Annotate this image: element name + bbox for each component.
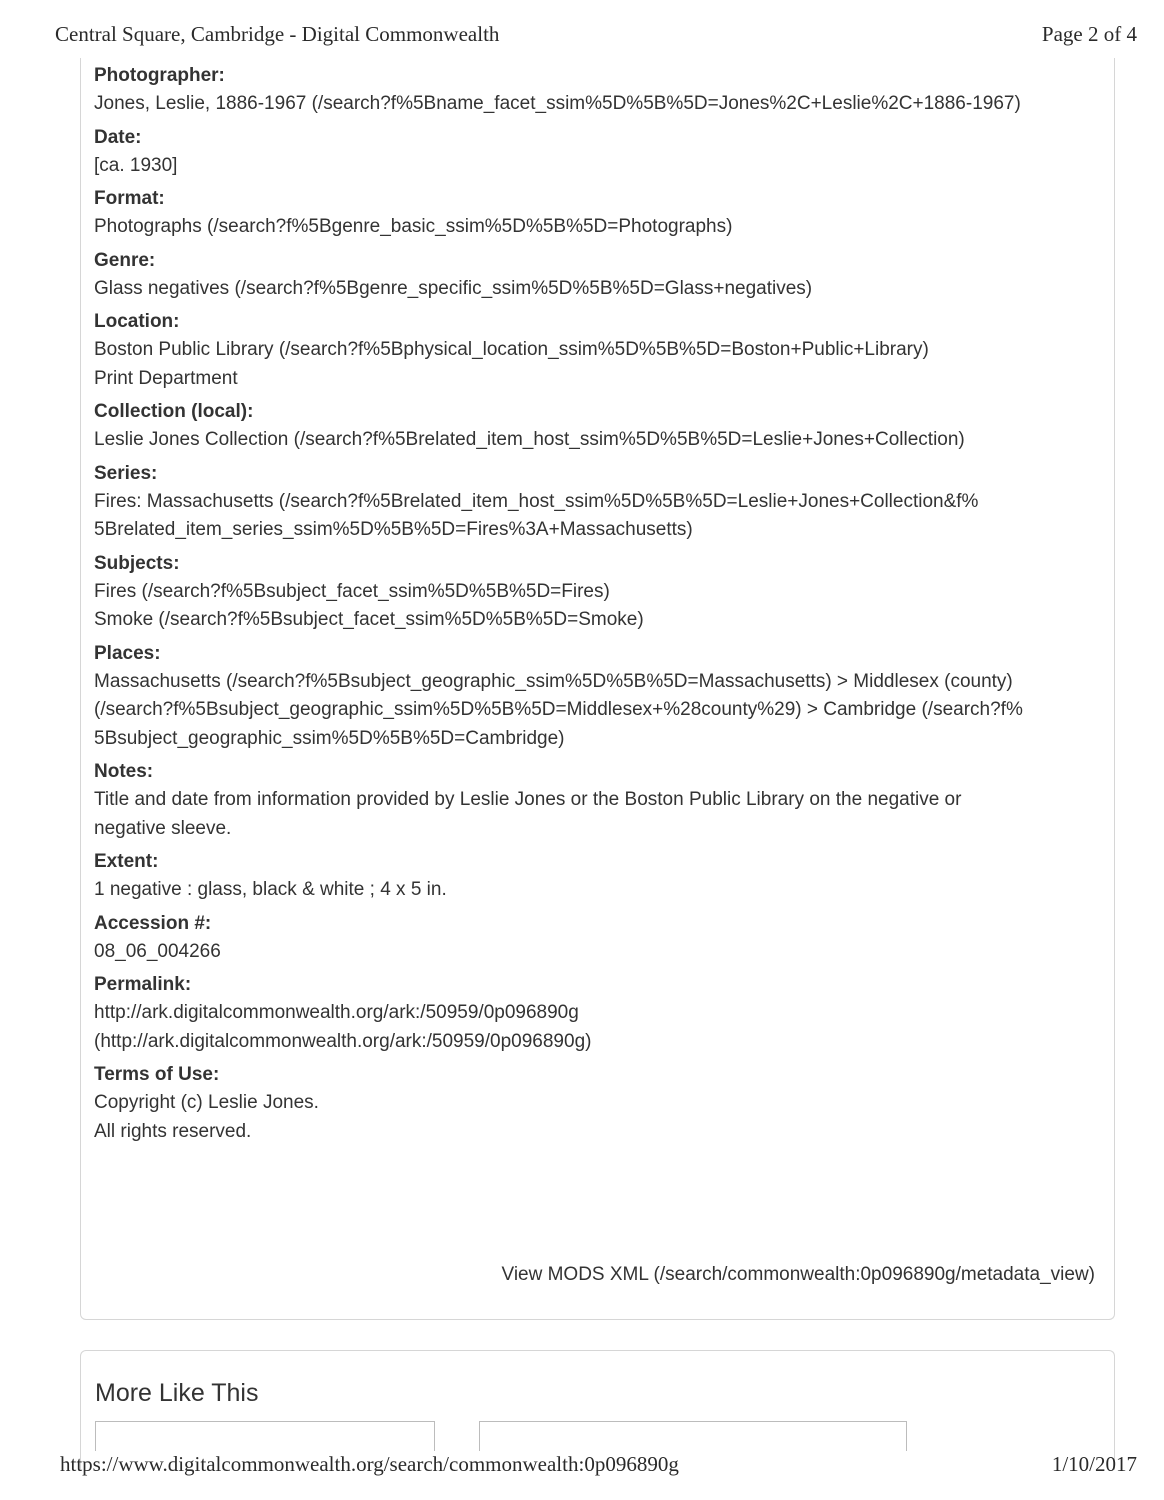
field-label: Location: <box>94 311 180 332</box>
field-value-line: Copyright (c) Leslie Jones. <box>94 1092 319 1113</box>
print-header-title: Central Square, Cambridge - Digital Commonwealth <box>55 22 500 46</box>
field-value-line: 5Brelated_item_series_ssim%5D%5B%5D=Fires%3A+Massachusetts) <box>94 519 693 540</box>
field-value <box>94 426 1096 455</box>
field-value <box>94 336 1096 393</box>
view-mods-xml-link[interactable]: View MODS XML (/search/commonwealth:0p096890g/metadata_view) <box>501 1264 1095 1285</box>
field-value-line[interactable]: Smoke (/search?f%5Bsubject_facet_ssim%5D%5B%5D=Smoke) <box>94 609 644 630</box>
related-item-card[interactable] <box>479 1421 907 1451</box>
field-label: Accession #: <box>94 912 212 934</box>
print-footer <box>60 1452 1137 1482</box>
field-value <box>94 213 1096 242</box>
field-label: Format: <box>94 188 165 209</box>
field-value-line: 1 negative : glass, black & white ; 4 x 5 in. <box>94 879 447 900</box>
field-value-line[interactable]: Glass negatives (/search?f%5Bgenre_specific_ssim%5D%5B%5D=Glass+negatives) <box>94 277 813 299</box>
field-value-line[interactable]: Fires: Massachusetts (/search?f%5Brelated_item_host_ssim%5D%5B%5D=Leslie+Jones+Collection&f% <box>94 490 979 512</box>
field-label: Genre: <box>94 249 156 271</box>
field-label: Subjects: <box>94 552 180 574</box>
field-value-line: Title and date from information provided by Leslie Jones or the Boston Public Library on the negative or <box>94 789 962 810</box>
field-label: Notes: <box>94 761 154 782</box>
field-value-line[interactable]: (/search?f%5Bsubject_geographic_ssim%5D%5B%5D=Middlesex+%28county%29) > Cambridge (/search?f% <box>94 699 1023 720</box>
field-label: Extent: <box>94 851 159 872</box>
field-value <box>94 668 1096 754</box>
field-value <box>94 152 1096 181</box>
field-label: Places: <box>94 642 161 664</box>
field-label: Permalink: <box>94 974 192 995</box>
field-value-line[interactable]: Jones, Leslie, 1886-1967 (/search?f%5Bname_facet_ssim%5D%5B%5D=Jones%2C+Leslie%2C+1886-1967) <box>94 93 1021 114</box>
metadata-panel <box>80 58 1115 1320</box>
field-label: Collection (local): <box>94 401 254 422</box>
field-value-line: [ca. 1930] <box>94 154 178 176</box>
field-value-line[interactable]: (http://ark.digitalcommonwealth.org/ark:/50959/0p096890g) <box>94 1030 592 1052</box>
field-value-line: negative sleeve. <box>94 817 232 839</box>
field-value <box>94 999 1096 1056</box>
print-header <box>55 22 1137 52</box>
field-value <box>94 90 1096 119</box>
field-value-line: Print Department <box>94 367 238 389</box>
field-value <box>94 275 1096 304</box>
metadata-list <box>94 62 1096 1146</box>
field-label: Terms of Use: <box>94 1064 220 1085</box>
print-footer-url: https://www.digitalcommonwealth.org/search/commonwealth:0p096890g <box>60 1452 679 1476</box>
field-label: Series: <box>94 462 158 484</box>
field-value <box>94 1089 1096 1146</box>
field-value <box>94 786 1096 843</box>
field-value <box>94 488 1096 545</box>
field-value-line[interactable]: Fires (/search?f%5Bsubject_facet_ssim%5D%5B%5D=Fires) <box>94 580 610 602</box>
field-value-line[interactable]: Massachusetts (/search?f%5Bsubject_geographic_ssim%5D%5B%5D=Massachusetts) > Middlesex (county) <box>94 670 1013 692</box>
field-value-line[interactable]: Photographs (/search?f%5Bgenre_basic_ssim%5D%5B%5D=Photographs) <box>94 216 733 237</box>
field-value-line: All rights reserved. <box>94 1120 252 1142</box>
field-value-line: 08_06_004266 <box>94 940 221 962</box>
field-label: Photographer: <box>94 65 225 86</box>
more-like-this-title: More Like This <box>95 1379 259 1407</box>
field-value-line[interactable]: http://ark.digitalcommonwealth.org/ark:/50959/0p096890g <box>94 1002 579 1023</box>
field-value-line[interactable]: Boston Public Library (/search?f%5Bphysical_location_ssim%5D%5B%5D=Boston+Public+Library) <box>94 339 929 360</box>
field-value <box>94 876 1096 905</box>
field-value-line[interactable]: Leslie Jones Collection (/search?f%5Brelated_item_host_ssim%5D%5B%5D=Leslie+Jones+Collection) <box>94 429 965 450</box>
print-footer-date: 1/10/2017 <box>1051 1452 1137 1476</box>
field-value-line: 5Bsubject_geographic_ssim%5D%5B%5D=Cambridge) <box>94 727 565 749</box>
field-value <box>94 938 1096 967</box>
field-label: Date: <box>94 126 142 148</box>
related-item-card[interactable] <box>95 1421 435 1451</box>
print-page-number: Page 2 of 4 <box>1041 22 1137 46</box>
field-value <box>94 578 1096 635</box>
